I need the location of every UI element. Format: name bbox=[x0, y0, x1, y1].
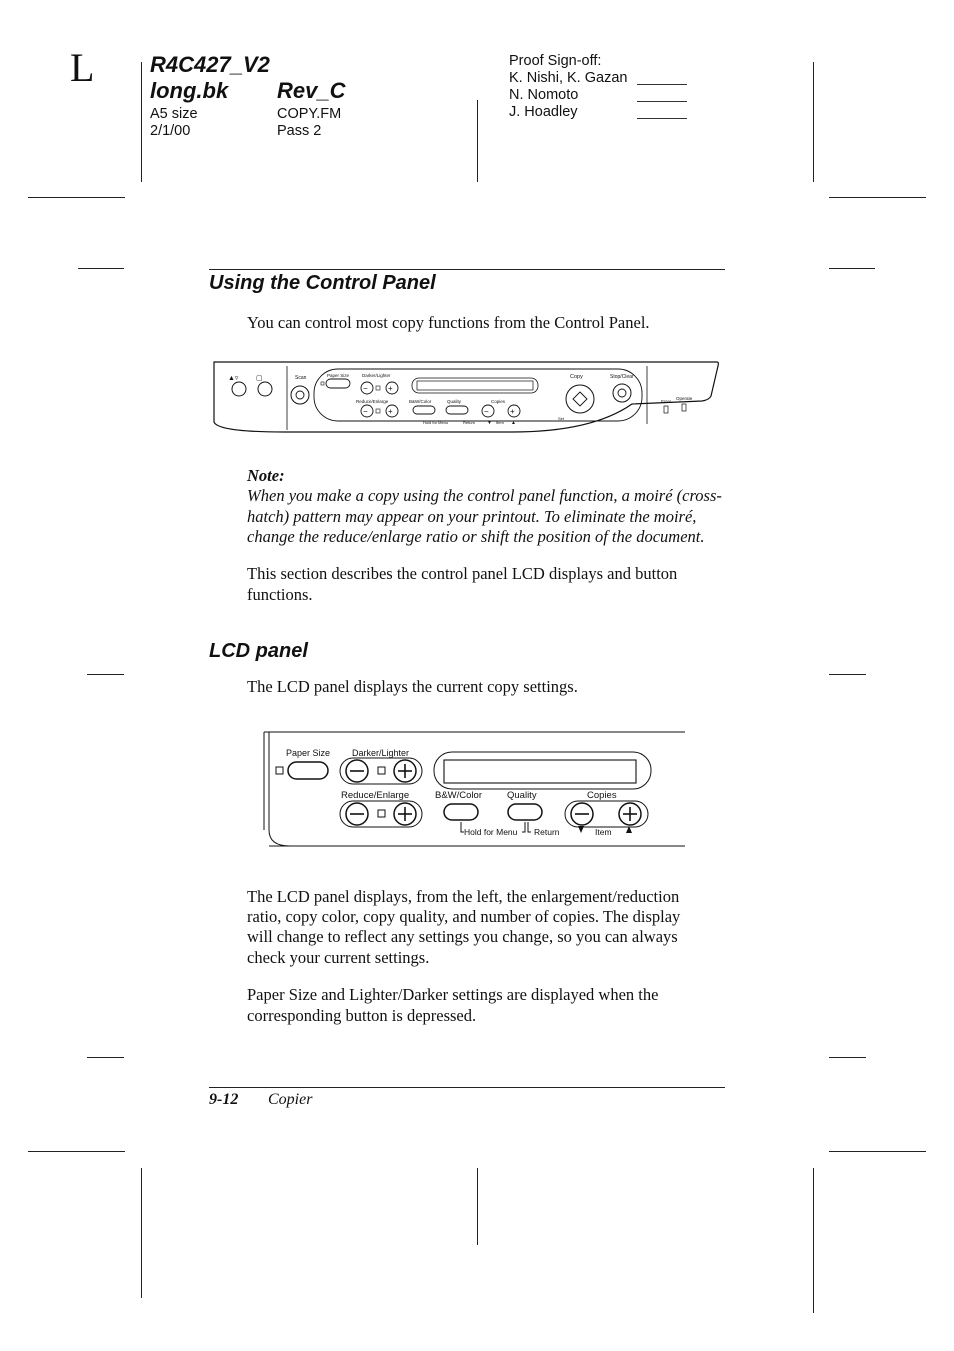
item-up-icon: ▲ bbox=[511, 420, 516, 426]
darker-lighter-label: Darker/Lighter bbox=[352, 748, 410, 758]
subsection-intro: The LCD panel displays the current copy settings. bbox=[247, 677, 578, 696]
set-label: Set bbox=[558, 416, 565, 421]
paper-size-label: Paper Size bbox=[327, 373, 350, 378]
minus-icon: − bbox=[484, 407, 489, 416]
subsection-heading: LCD panel bbox=[209, 640, 308, 662]
reduce-enlarge-light bbox=[378, 810, 385, 817]
paragraph-line: will change to reflect any settings you change, so you can always bbox=[247, 927, 678, 946]
signer: N. Nomoto bbox=[509, 87, 579, 103]
hold-for-menu-label: Hold for Menu bbox=[423, 420, 449, 425]
operate-label: Operate bbox=[676, 396, 693, 401]
reduce-enlarge-label: Reduce/Enlarge bbox=[356, 399, 389, 404]
plus-icon: + bbox=[510, 407, 515, 416]
stop-clear-button bbox=[613, 384, 631, 402]
ink-button bbox=[258, 382, 272, 396]
paper-size-label: Paper Size bbox=[286, 748, 331, 758]
page-number: 9-12 bbox=[209, 1091, 239, 1108]
paper-size-light bbox=[276, 767, 283, 774]
power-icon bbox=[228, 375, 239, 382]
bw-color-label: B&W/Color bbox=[409, 399, 432, 404]
operate-light bbox=[682, 404, 686, 411]
paragraph-line: ratio, copy color, copy quality, and number of copies. The display bbox=[247, 907, 681, 926]
item-down-icon bbox=[578, 826, 584, 833]
note-line: When you make a copy using the control panel function, a moiré (cross- bbox=[247, 486, 722, 505]
lcd-screen bbox=[444, 760, 636, 783]
plus-icon: + bbox=[388, 384, 393, 393]
signature-line bbox=[637, 101, 687, 102]
reduce-enlarge-label: Reduce/Enlarge bbox=[341, 790, 410, 801]
quality-button bbox=[446, 406, 468, 414]
section-heading: Using the Control Panel bbox=[209, 272, 436, 294]
paragraph-line: functions. bbox=[247, 585, 313, 604]
quality-button bbox=[508, 804, 542, 820]
copy-button bbox=[566, 385, 594, 413]
paragraph-line: The LCD panel displays, from the left, the enlargement/reduction bbox=[247, 887, 680, 906]
revision: Rev_C bbox=[277, 78, 346, 103]
paper-size-button bbox=[288, 762, 328, 779]
darker-lighter-label: Darker/Lighter bbox=[362, 373, 391, 378]
note-line: change the reduce/enlarge ratio or shift the position of the document. bbox=[247, 527, 705, 546]
bw-color-label: B&W/Color bbox=[435, 790, 482, 801]
chapter-name: Copier bbox=[268, 1091, 313, 1108]
scan-label: Scan bbox=[295, 375, 307, 381]
item-label: Item bbox=[496, 420, 504, 425]
signer: J. Hoadley bbox=[509, 104, 578, 120]
signature-line bbox=[637, 118, 687, 119]
lcd-panel-illustration bbox=[260, 728, 688, 850]
control-panel-illustration bbox=[212, 358, 722, 438]
paper-size-button bbox=[326, 379, 350, 388]
quality-label: Quality bbox=[447, 399, 462, 404]
source-file: COPY.FM bbox=[277, 106, 342, 122]
footer-rule bbox=[209, 1087, 725, 1088]
signer: K. Nishi, K. Gazan bbox=[509, 70, 628, 86]
book-file: long.bk bbox=[150, 78, 229, 103]
copy-label: Copy bbox=[570, 374, 583, 380]
lcd-screen bbox=[417, 381, 533, 390]
error-light bbox=[664, 406, 668, 413]
hold-for-menu-label: Hold for Menu bbox=[464, 827, 518, 837]
signature-line bbox=[637, 84, 687, 85]
bw-color-button bbox=[444, 804, 478, 820]
section-rule bbox=[209, 269, 725, 270]
section-intro: You can control most copy functions from the Control Panel. bbox=[247, 313, 650, 332]
item-down-icon: ▼ bbox=[487, 420, 492, 426]
note-line: hatch) pattern may appear on your printout. To eliminate the moiré, bbox=[247, 507, 697, 526]
bw-color-button bbox=[413, 406, 435, 414]
minus-icon: − bbox=[363, 384, 368, 393]
return-label: Return bbox=[463, 420, 476, 425]
ink-icon: ▢ bbox=[256, 375, 263, 382]
paragraph-line: This section describes the control panel LCD displays and button bbox=[247, 564, 678, 583]
minus-icon: − bbox=[363, 407, 368, 416]
copies-label: Copies bbox=[491, 399, 506, 404]
power-button bbox=[232, 382, 246, 396]
note-label: Note: bbox=[247, 466, 285, 485]
paragraph-line: corresponding button is depressed. bbox=[247, 1006, 477, 1025]
proof-label: Proof Sign-off: bbox=[509, 53, 602, 69]
stop-clear-label: Stop/Clear bbox=[610, 374, 634, 380]
error-label: Error bbox=[661, 399, 671, 404]
darker-lighter-light bbox=[378, 767, 385, 774]
pass-number: Pass 2 bbox=[277, 123, 322, 139]
scan-button bbox=[291, 386, 309, 404]
svg-text:▲▿: ▲▿ bbox=[228, 375, 239, 382]
paragraph-line: Paper Size and Lighter/Darker settings are displayed when the bbox=[247, 985, 659, 1004]
header-date: 2/1/00 bbox=[150, 123, 191, 139]
item-label: Item bbox=[595, 827, 612, 837]
book-code: R4C427_V2 bbox=[150, 52, 270, 77]
return-label: Return bbox=[534, 827, 560, 837]
page-size: A5 size bbox=[150, 106, 198, 122]
paragraph-line: check your current settings. bbox=[247, 948, 430, 967]
quality-label: Quality bbox=[507, 790, 537, 801]
margin-letter: L bbox=[70, 45, 95, 90]
plus-icon: + bbox=[388, 407, 393, 416]
copies-label: Copies bbox=[587, 790, 617, 801]
